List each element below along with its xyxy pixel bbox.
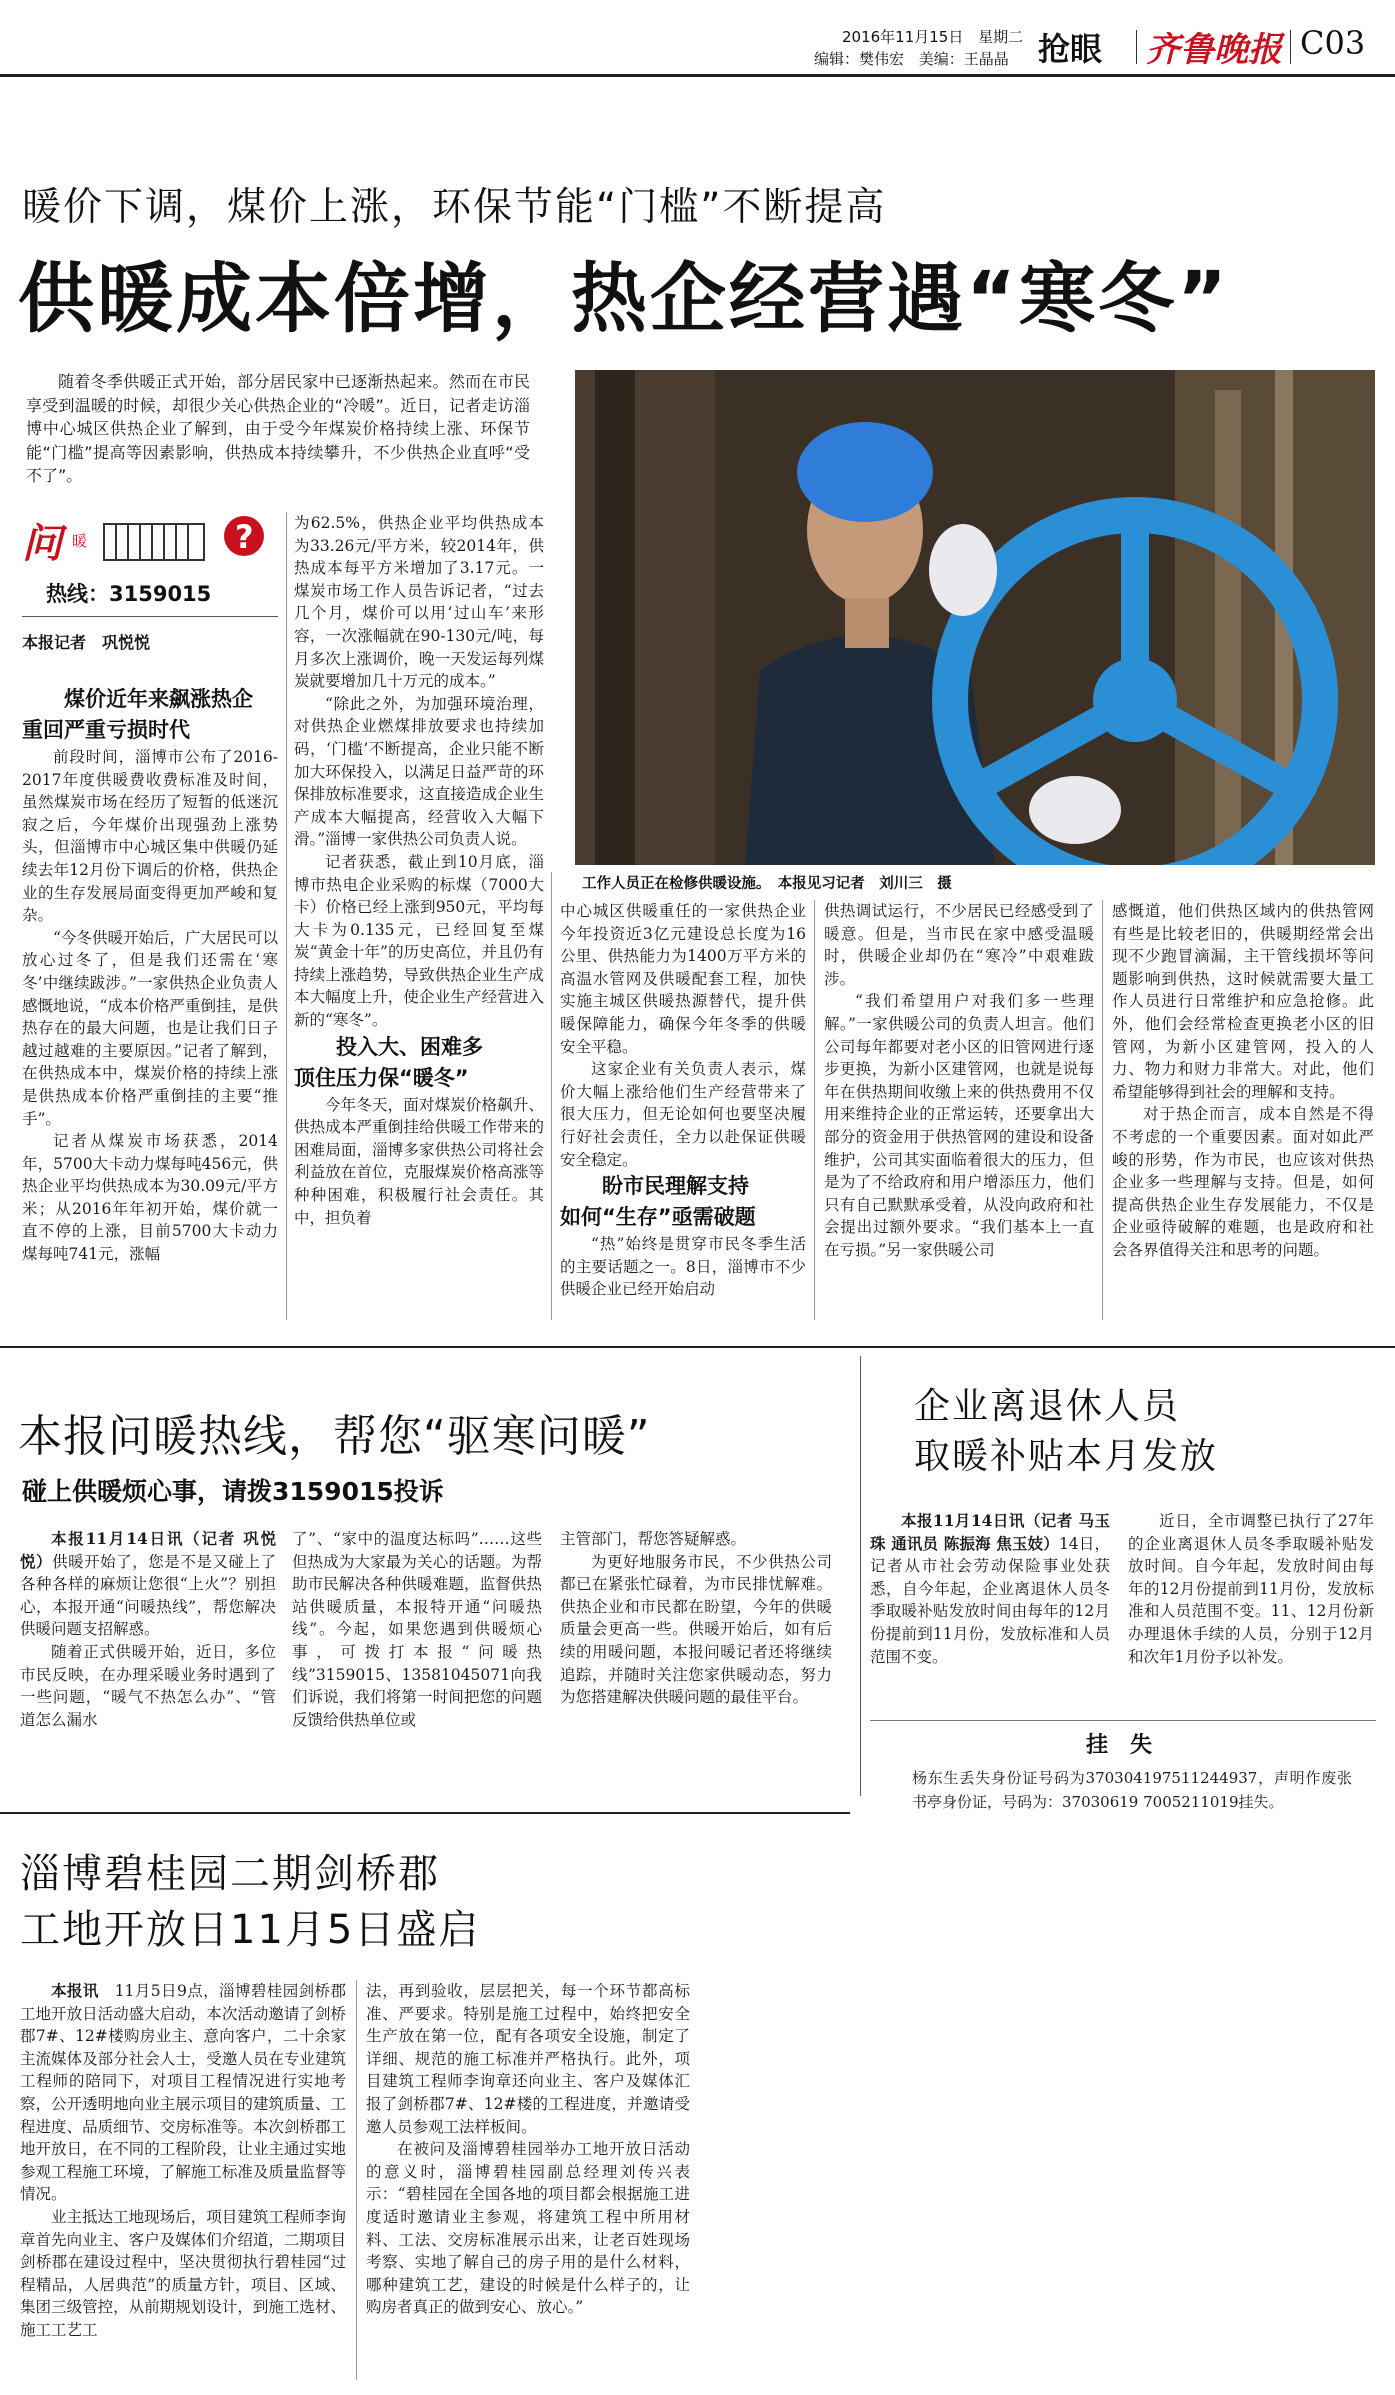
col-divider xyxy=(551,872,552,1320)
main-column-4 xyxy=(824,900,1094,1324)
weekday: 星期二 xyxy=(978,28,1024,46)
biguiyuan-paragraph: 在被问及淄博碧桂园举办工地开放日活动的意义时，淄博碧桂园副总经理刘传兴表示：“碧桂园在全国各地的项目都会根据施工进度适时邀请业主参观，将建筑工程中所用材料、工法、交房标准展示出来，让老百姓现场考察、实地了解自己的房子用的是什么材料，哪种建筑工艺，建设的时候是什么样子的，让购房者真正的做到安心、放心。” xyxy=(366,2140,690,2317)
radiator-icon xyxy=(100,514,220,568)
col3-paragraph: “热”始终是贯穿市民冬季生活的主要话题之一。8日，淄博市不少供暖企业已经开始启动 xyxy=(560,1235,806,1299)
main-column-2 xyxy=(294,512,544,1322)
editor: 编辑：樊伟宏 xyxy=(814,50,905,68)
subhead-2-line1: 投入大、困难多 xyxy=(336,1034,483,1059)
main-column-5 xyxy=(1112,900,1374,1324)
section-name: 抢眼 xyxy=(1038,30,1103,68)
retiree-byline: 本报11月14日讯（记者 马玉珠 通讯员 陈振海 焦玉妓） xyxy=(870,1511,1110,1553)
notice-rule xyxy=(870,1720,1376,1721)
col4-paragraph: 供热调试运行，不少居民已经感受到了暖意。但是，当市民在家中感受温暖时，供暖企业却仍在“寒冷”中艰难跋涉。 xyxy=(824,902,1094,988)
subhead-3 xyxy=(560,1171,806,1233)
main-photo xyxy=(575,370,1375,865)
hotline-paragraph: 为更好地服务市民，不少供热公司都已在紧张忙碌着，为市民排忧解难。供热企业和市民都在盼望，今年的供暖质量会更高一些。供暖开始后，如有后续的用暖问题，本报问暖记者还将继续追踪，并随时关注您家供暖动态，努力为您搭建解决供暖问题的最佳平台。 xyxy=(560,1552,832,1707)
designer: 美编：王晶晶 xyxy=(918,50,1009,68)
main-column-1 xyxy=(22,684,278,1326)
retiree-headline-line1: 企业离退休人员 xyxy=(914,1386,1181,1427)
badge-wen: 问 xyxy=(22,520,62,567)
retiree-paragraph: 近日，全市调整已执行了27年的企业离退休人员冬季取暖补贴发放时间。自今年起，发放时间由每年的12月份提前到11月份，发放标准和人员范围不变。11、12月份新办理退休手续的人员，分别于12月和次年1月份予以补发。 xyxy=(1128,1512,1374,1666)
photo-caption: 工作人员正在检修供暖设施。 本报见习记者 刘川三 摄 xyxy=(582,876,952,892)
subhead-2-line2: 顶住压力保“暖冬” xyxy=(294,1065,469,1090)
col-divider xyxy=(356,1980,357,2380)
masthead-editors xyxy=(814,48,1009,69)
biguiyuan-byline: 本报讯 xyxy=(51,1981,99,2000)
section-rule xyxy=(0,1812,850,1814)
col-divider xyxy=(286,512,287,1320)
subhead-1-line2: 重回严重亏损时代 xyxy=(22,718,190,742)
retiree-column-2 xyxy=(1128,1510,1374,1696)
right-box-divider xyxy=(860,1356,861,1796)
subhead-3-line2: 如何“生存”亟需破题 xyxy=(560,1205,756,1230)
main-byline: 本报记者 巩悦悦 xyxy=(22,633,151,652)
hotline-byline: 本报11月14日讯（记者 巩悦悦） xyxy=(20,1529,276,1571)
col1-paragraph: “今冬供暖开始后，广大居民可以放心过冬了，但是我们还需在‘寒冬’中继续跋涉。”一家供热企业负责人感慨地说，“成本价格严重倒挂，是供热存在的最大问题，也是让我们日子越过越难的主要原因。”记者了解到，在供热成本中，煤炭价格的持续上涨是供热成本价格严重倒挂的主要“推手”。 xyxy=(22,928,278,1128)
retiree-paragraph xyxy=(870,1510,1110,1668)
badge-rule xyxy=(22,616,278,617)
col3-paragraph: 这家企业有关负责人表示，煤价大幅上涨给他们生产经营带来了很大压力，但无论如何也要坚决履行好社会责任，全力以赴保证供暖安全稳定。 xyxy=(560,1060,806,1169)
col2-paragraph: 今年冬天，面对煤炭价格飙升、供热成本严重倒挂给供暖工作带来的困难局面，淄博多家供热公司将社会利益放在首位，克服煤炭价格高涨等种种困难，积极履行社会责任。其中，担负着 xyxy=(294,1095,544,1227)
hotline-badge xyxy=(22,512,276,608)
hotline-paragraph: 了”、“家中的温度达标吗”……这些但热成为大家最为关心的话题。为帮助市民解决各种供暖难题，监督供热站供暖质量，本报特开通“问暖热线”。今起，如果您遇到供暖烦心事，可拨打本报“问暖热线”3159015、13581045071向我们诉说，我们将第一时间把您的问题反馈给供热单位或 xyxy=(292,1530,542,1729)
hotline-paragraph xyxy=(20,1528,276,1641)
biguiyuan-column-2 xyxy=(366,1980,690,2382)
main-headline: 供暖成本倍增，热企经营遇“寒冬” xyxy=(18,254,1230,343)
valve-wheel-image xyxy=(575,370,1375,865)
hotline-column-3 xyxy=(560,1528,832,1798)
lost-notice-title: 挂 失 xyxy=(1086,1733,1153,1758)
page-number: C03 xyxy=(1300,24,1366,62)
paper-logo: 齐鲁晚报 xyxy=(1146,30,1282,70)
retiree-column-1 xyxy=(870,1510,1110,1696)
date: 2016年11月15日 xyxy=(842,28,964,46)
question-mark-icon xyxy=(218,506,278,566)
col5-paragraph: 感慨道，他们供热区域内的供热管网有些是比较老旧的，供暖期经常会出现不少跑冒滴漏，主干管线损坏等问题影响到供热，这时候就需要大量工作人员进行日常维护和应急抢修。此外，他们会经常检查更换老小区的旧管网，为新小区建管网，投入的人力、物力和财力非常大。对此，他们希望能够得到社会的理解和支持。 xyxy=(1112,902,1374,1101)
col2-paragraph: 为62.5%，供热企业平均供热成本为33.26元/平方米，较2014年，供热成本每平方米增加了3.17元。一煤炭市场工作人员告诉记者，“过去几个月，煤价可以用‘过山车’来形容，一次涨幅就在90-130元/吨，每月多次上涨调价，晚一天发运每列煤炭就要增加几十万元的成本。” xyxy=(294,514,544,691)
lead-paragraph: 随着冬季供暖正式开始，部分居民家中已逐渐热起来。然而在市民享受到温暖的时候，却很少关心供热企业的“冷暖”。近日，记者走访淄博中心城区供热企业了解到，由于受今年煤炭价格持续上涨、环保节能“门槛”提高等因素影响，供热成本持续攀升，不少供热企业直呼“受不了”。 xyxy=(26,372,530,485)
main-lead xyxy=(26,370,530,488)
subhead-1-line1: 煤价近年来飙涨热企 xyxy=(64,687,253,711)
main-kicker: 暖价下调，煤价上涨，环保节能“门槛”不断提高 xyxy=(22,185,887,230)
retiree-headline-line2: 取暖补贴本月发放 xyxy=(914,1436,1219,1477)
svg-text:?: ? xyxy=(235,518,254,556)
biguiyuan-column-1 xyxy=(20,1980,346,2382)
subhead-1 xyxy=(22,684,278,746)
masthead-divider xyxy=(1136,30,1137,64)
biguiyuan-headline-line2: 工地开放日11月5日盛启 xyxy=(20,1907,481,1953)
col4-paragraph: “我们希望用户对我们多一些理解。”一家供暖公司的负责人坦言。他们公司每年都要对老小区的旧管网进行逐步更换，为新小区建管网，也就是说每年在供热期间收缴上来的供热费用不仅用来维持企业的正常运转，还要拿出大部分的资金用于供热管网的建设和设备维护，公司其实面临着很大的压力，但是为了不给政府和用户增添压力，他们只有自己默默承受着，从没向政府和社会提出过额外要求。“我们基本上一直在亏损。”另一家供暖公司 xyxy=(824,992,1094,1259)
masthead-rule xyxy=(0,74,1395,77)
hotline-column-2 xyxy=(292,1528,542,1798)
retiree-text: 14日，记者从市社会劳动保险事业处获悉，自今年起，企业离退休人员冬季取暖补贴发放时间由每年的12月份提前到11月份，发放标准和人员范围不变。 xyxy=(870,1534,1110,1666)
col1-paragraph: 前段时间，淄博市公布了2016-2017年度供暖费收费标准及时间，虽然煤炭市场在经历了短暂的低迷沉寂之后，今年煤价出现强劲上涨势头，但淄博市中心城区集中供暖仍延续去年12月份下调后的价格，供热企业的生存发展局面变得更加严峻和复杂。 xyxy=(22,748,278,925)
lost-notice-paragraph: 杨东生丢失身份证号码为370304197511244937，声明作废张书亭身份证，号码为：37030619 7005211019挂失。 xyxy=(912,1769,1352,1811)
masthead-date xyxy=(842,26,1023,47)
col1-paragraph: 记者从煤炭市场获悉，2014年，5700大卡动力煤每吨456元，供热企业平均供热成本为30.09元/平方米；从2016年年初开始，煤价就一直不停的上涨，目前5700大卡动力煤每吨741元，涨幅 xyxy=(22,1132,278,1264)
main-column-3 xyxy=(560,900,806,1324)
hotline-subhead: 碰上供暖烦心事，请拨3159015投诉 xyxy=(22,1477,444,1506)
col-divider xyxy=(1102,900,1103,1320)
hotline-text: 供暖开始了，您是不是又碰上了各种各样的麻烦让您很“上火”？别担心，本报开通“问暖热线”，帮您解决供暖问题支招解惑。 xyxy=(20,1552,276,1639)
masthead-divider-2 xyxy=(1290,30,1291,64)
lost-notice-text xyxy=(912,1766,1352,1822)
biguiyuan-paragraph xyxy=(20,1980,346,2206)
col-divider xyxy=(814,900,815,1320)
biguiyuan-text: 11月5日9点，淄博碧桂园剑桥郡工地开放日活动盛大启动，本次活动邀请了剑桥郡7#、12#楼购房业主、意向客户，二十余家主流媒体及部分社会人士，受邀人员在专业建筑工程师的陪同下，对项目工程情况进行实地考察，公开透明地向业主展示项目的建筑质量、工程进度、品质细节、交房标准等。本次剑桥郡工地开放日，在不同的工程阶段，让业主通过实地参观工程施工环境，了解施工标准及质量监督等情况。 xyxy=(20,1982,346,2204)
subhead-3-line1: 盼市民理解支持 xyxy=(602,1174,749,1199)
biguiyuan-paragraph: 业主抵达工地现场后，项目建筑工程师李询章首先向业主、客户及媒体们介绍道，二期项目剑桥郡在建设过程中，坚决贯彻执行碧桂园“过程精品，人居典范”的质量方针，项目、区域、集团三级管控，从前期规划设计，到施工选材、施工工艺工 xyxy=(20,2207,346,2339)
hotline-paragraph: 主管部门，帮您答疑解惑。 xyxy=(560,1530,747,1548)
hotline-headline: 本报问暖热线，帮您“驱寒问暖” xyxy=(18,1411,651,1462)
badge-nuan: 暖 xyxy=(72,532,88,550)
section-rule xyxy=(0,1346,1395,1348)
col2-paragraph: “除此之外，为加强环境治理，对供热企业燃煤排放要求也持续加码，‘门槛’不断提高，企业只能不断加大环保投入，以满足日益严苛的环保排放标准要求，这直接造成企业生产成本大幅提高，经营收入大幅下滑。”淄博一家供热公司负责人说。 xyxy=(294,694,544,849)
hotline-label: 热线：3159015 xyxy=(46,582,212,606)
hotline-column-1 xyxy=(20,1528,276,1798)
col2-paragraph: 记者获悉，截止到10月底，淄博市热电企业采购的标煤（7000大卡）价格已经上涨到950元，平均每大卡为0.135元，已经回复至煤炭“黄金十年”的历史高位，并且仍有持续上涨趋势，导致供热企业生产成本大幅度上升，使企业生产经营进入新的“寒冬”。 xyxy=(294,852,544,1030)
hotline-paragraph: 随着正式供暖开始，近日，多位市民反映，在办理采暖业务时遇到了一些问题，“暖气不热怎么办”、“管道怎么漏水 xyxy=(20,1642,276,1729)
subhead-2 xyxy=(294,1032,544,1094)
biguiyuan-paragraph: 法，再到验收，层层把关，每一个环节都高标准、严要求。特别是施工过程中，始终把安全生产放在第一位，配有各项安全设施，制定了详细、规范的施工标准并严格执行。此外，项目建筑工程师李询章还向业主、客户及媒体汇报了剑桥郡7#、12#楼的工程进度，并邀请受邀人员参观工法样板间。 xyxy=(366,1982,690,2136)
biguiyuan-headline-line1: 淄博碧桂园二期剑桥郡 xyxy=(20,1851,440,1897)
col3-paragraph: 中心城区供暖重任的一家供热企业今年投资近3亿元建设总长度为16公里、供热能力为1400万平方米的高温水管网及供暖配套工程，加快实施主城区供暖热源替代，提升供暖保障能力，确保今年冬季的供暖安全平稳。 xyxy=(560,902,806,1056)
col5-paragraph: 对于热企而言，成本自然是不得不考虑的一个重要因素。面对如此严峻的形势，作为市民，也应该对供热企业多一些理解与支持。但是，如何提高供热企业生存发展能力，不仅是企业亟待破解的难题，也是政府和社会各界值得关注和思考的问题。 xyxy=(1112,1105,1374,1259)
